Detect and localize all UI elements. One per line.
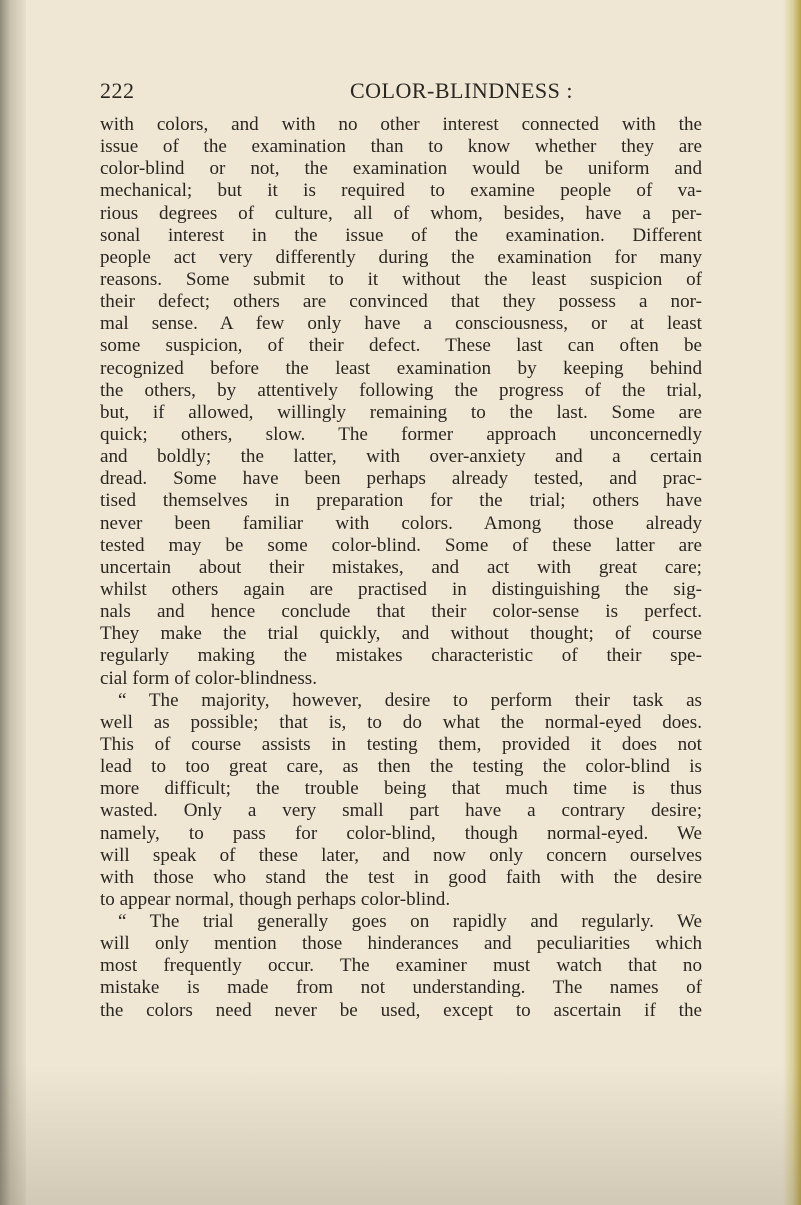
text-line: regularly making the mistakes characteristic of their spe-: [100, 645, 702, 667]
text-line: people act very differently during the examination for many: [100, 246, 702, 268]
text-line: mechanical; but it is required to examine people of va-: [100, 180, 702, 202]
text-line: and boldly; the latter, with over-anxiety and a certain: [100, 446, 702, 468]
text-line: will speak of these later, and now only concern ourselves: [100, 844, 702, 866]
text-line: the others, by attentively following the progress of the trial,: [100, 379, 702, 401]
text-line: with colors, and with no other interest connected with the: [100, 114, 702, 135]
page-binding-edge: [0, 0, 26, 1205]
text-line: color-blind or not, the examination would be uniform and: [100, 158, 702, 180]
body-text: [100, 114, 702, 1022]
text-line: quick; others, slow. The former approach unconcernedly: [100, 423, 702, 445]
text-line: tested may be some color-blind. Some of these latter are: [100, 534, 702, 556]
text-line: tised themselves in preparation for the trial; others have: [100, 490, 702, 512]
text-line: mal sense. A few only have a consciousness, or at least: [100, 313, 702, 335]
text-line: well as possible; that is, to do what the normal-eyed does.: [100, 711, 702, 733]
running-header: [100, 78, 700, 108]
text-line: wasted. Only a very small part have a contrary desire;: [100, 800, 702, 822]
text-line: mistake is made from not understanding. The names of: [100, 977, 702, 999]
text-line: never been familiar with colors. Among those already: [100, 512, 702, 534]
text-line: nals and hence conclude that their color-sense is perfect.: [100, 601, 702, 623]
text-line: will only mention those hinderances and peculiarities which: [100, 933, 702, 955]
page-fore-edge: [783, 0, 801, 1205]
text-line: their defect; others are convinced that they possess a nor-: [100, 291, 702, 313]
text-line: more difficult; the trouble being that much time is thus: [100, 778, 702, 800]
text-line: sonal interest in the issue of the examination. Different: [100, 224, 702, 246]
text-line: dread. Some have been perhaps already tested, and prac-: [100, 468, 702, 490]
text-line: issue of the examination than to know whether they are: [100, 136, 702, 158]
text-line: They make the trial quickly, and without thought; of course: [100, 623, 702, 645]
running-title: COLOR-BLINDNESS :: [350, 78, 574, 103]
text-line: namely, to pass for color-blind, though normal-eyed. We: [100, 822, 702, 844]
text-line: “ The majority, however, desire to perform their task as: [118, 689, 702, 711]
text-line: with those who stand the test in good faith with the desire: [100, 866, 702, 888]
text-line: reasons. Some submit to it without the least suspicion of: [100, 268, 702, 290]
page-shadow: [0, 1065, 801, 1205]
text-line: to appear normal, though perhaps color-blind.: [100, 888, 451, 910]
text-line: lead to too great care, as then the testing the color-blind is: [100, 756, 702, 778]
text-line: rious degrees of culture, all of whom, besides, have a per-: [100, 202, 702, 224]
page-number: 222: [100, 78, 135, 103]
text-line: This of course assists in testing them, provided it does not: [100, 733, 702, 755]
text-line: most frequently occur. The examiner must watch that no: [100, 955, 702, 977]
text-line: some suspicion, of their defect. These last can often be: [100, 335, 702, 357]
text-line: “ The trial generally goes on rapidly and regularly. We: [118, 911, 702, 933]
text-line: recognized before the least examination by keeping behind: [100, 357, 702, 379]
text-line: uncertain about their mistakes, and act with great care;: [100, 556, 702, 578]
text-line: whilst others again are practised in distinguishing the sig-: [100, 578, 702, 600]
text-line: the colors need never be used, except to ascertain if the: [100, 999, 702, 1021]
text-line: but, if allowed, willingly remaining to the last. Some are: [100, 401, 702, 423]
text-line: cial form of color-blindness.: [100, 667, 318, 689]
